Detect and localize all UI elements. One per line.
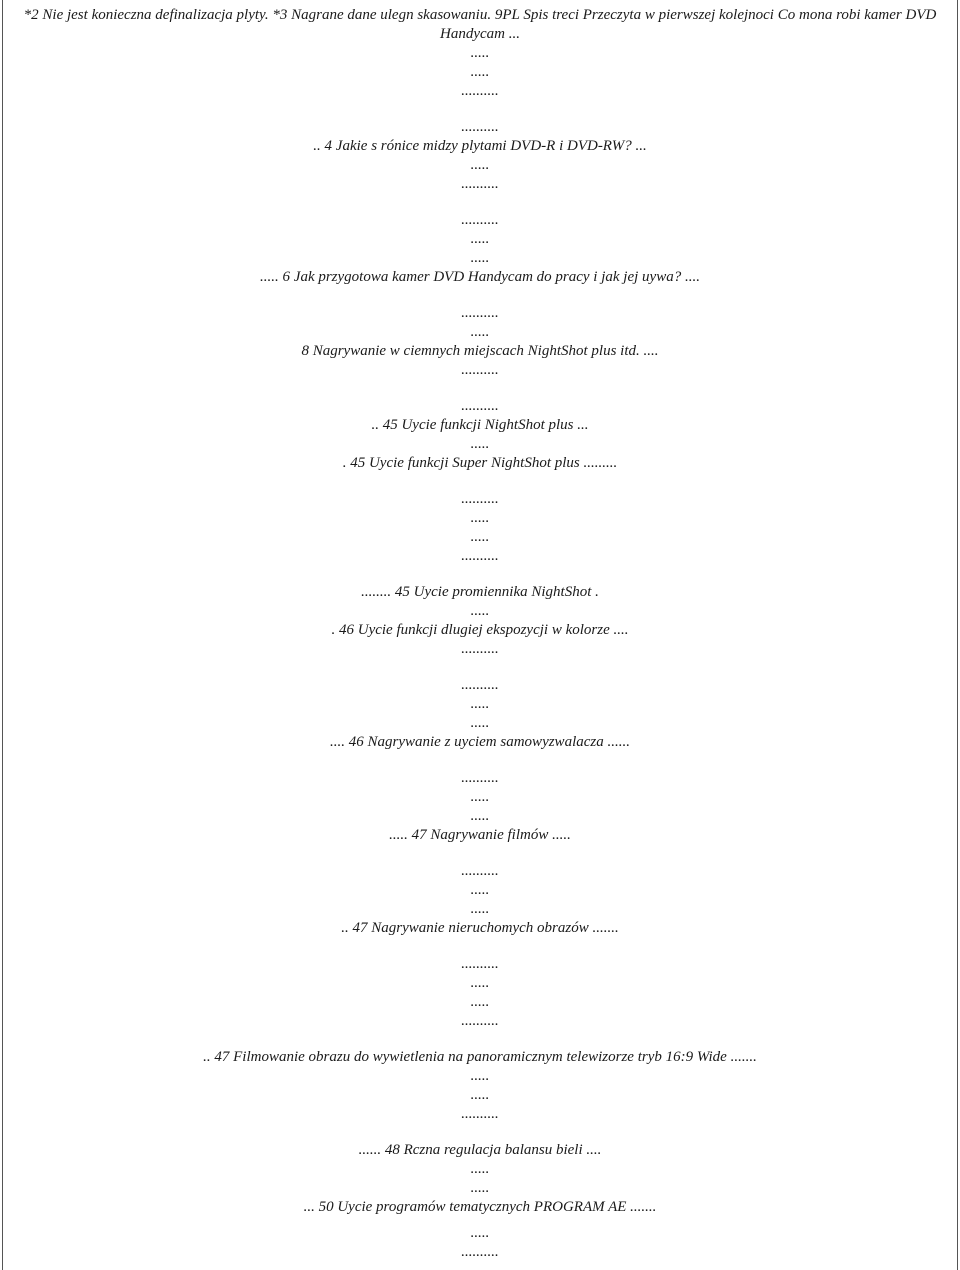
toc-line: ..... xyxy=(470,1068,490,1084)
toc-line: .......... xyxy=(461,305,499,321)
toc-line: ..... xyxy=(470,510,490,526)
toc-line: ..... xyxy=(470,696,490,712)
toc-line: .......... xyxy=(461,491,499,507)
toc-line: ..... xyxy=(470,808,490,824)
toc-line: ..... xyxy=(470,882,490,898)
toc-line: 8 Nagrywanie w ciemnych miejscach NightShot plus itd. .... xyxy=(301,343,659,359)
toc-line: ..... xyxy=(470,715,490,731)
toc-line: ..... xyxy=(470,1161,490,1177)
toc-line: .......... xyxy=(461,548,499,564)
toc-line: .. 45 Uycie funkcji NightShot plus ... xyxy=(371,417,589,433)
toc-line: ..... xyxy=(470,994,490,1010)
toc-line: ...... 48 Rczna regulacja balansu bieli .... xyxy=(358,1142,602,1158)
toc-line: ... 50 Uycie programów tematycznych PROGRAM AE ....... xyxy=(303,1199,657,1215)
toc-line: .......... xyxy=(461,119,499,135)
toc-line: .......... xyxy=(461,770,499,786)
toc-line: ..... xyxy=(470,1225,490,1241)
toc-line: .......... xyxy=(461,1013,499,1029)
toc-line: .......... xyxy=(461,1244,499,1260)
toc-line: .......... xyxy=(461,863,499,879)
toc-line: .......... xyxy=(461,176,499,192)
toc-line: ........ 45 Uycie promiennika NightShot . xyxy=(361,584,599,600)
toc-line: ..... 47 Nagrywanie filmów ..... xyxy=(389,827,571,843)
toc-line: ..... xyxy=(470,64,490,80)
toc-line: . 46 Uycie funkcji dlugiej ekspozycji w kolorze .... xyxy=(331,622,629,638)
toc-line: ..... xyxy=(470,45,490,61)
toc-line: .......... xyxy=(461,677,499,693)
toc-line: .......... xyxy=(461,362,499,378)
toc-line: .......... xyxy=(461,641,499,657)
toc-line: .......... xyxy=(461,398,499,414)
toc-line: ..... xyxy=(470,250,490,266)
toc-line: ..... xyxy=(470,1180,490,1196)
toc-line: ..... xyxy=(470,975,490,991)
toc-line: ..... xyxy=(470,436,490,452)
toc-line: .. 47 Nagrywanie nieruchomych obrazów ....... xyxy=(341,920,619,936)
toc-line: ..... 6 Jak przygotowa kamer DVD Handycam do pracy i jak jej uywa? .... xyxy=(260,269,700,285)
toc-line: ..... xyxy=(470,789,490,805)
toc-line: ..... xyxy=(470,901,490,917)
toc-line: Handycam ... xyxy=(440,26,520,42)
toc-line: .......... xyxy=(461,83,499,99)
toc-line: .......... xyxy=(461,212,499,228)
toc-line: ..... xyxy=(470,529,490,545)
toc-line: ..... xyxy=(470,603,490,619)
toc-line: ..... xyxy=(470,1087,490,1103)
toc-line: .......... xyxy=(461,1106,499,1122)
toc-line: ..... xyxy=(470,231,490,247)
toc-line: *2 Nie jest konieczna definalizacja plyty. *3 Nagrane dane ulegn skasowaniu. 9PL Spis treci Przeczyta w pierwszej kolejnoci Co mona robi kamer DVD xyxy=(23,7,937,23)
toc-line: .. 4 Jakie s rónice midzy plytami DVD-R i DVD-RW? ... xyxy=(313,138,647,154)
toc-line: ..... xyxy=(470,324,490,340)
toc-line: . 45 Uycie funkcji Super NightShot plus ......... xyxy=(342,455,618,471)
toc-line: .... 46 Nagrywanie z uyciem samowyzwalacza ...... xyxy=(330,734,630,750)
toc-line: ..... xyxy=(470,157,490,173)
toc-line: .. 47 Filmowanie obrazu do wywietlenia na panoramicznym telewizorze tryb 16:9 Wide ....... xyxy=(203,1049,757,1065)
toc-line: .......... xyxy=(461,956,499,972)
